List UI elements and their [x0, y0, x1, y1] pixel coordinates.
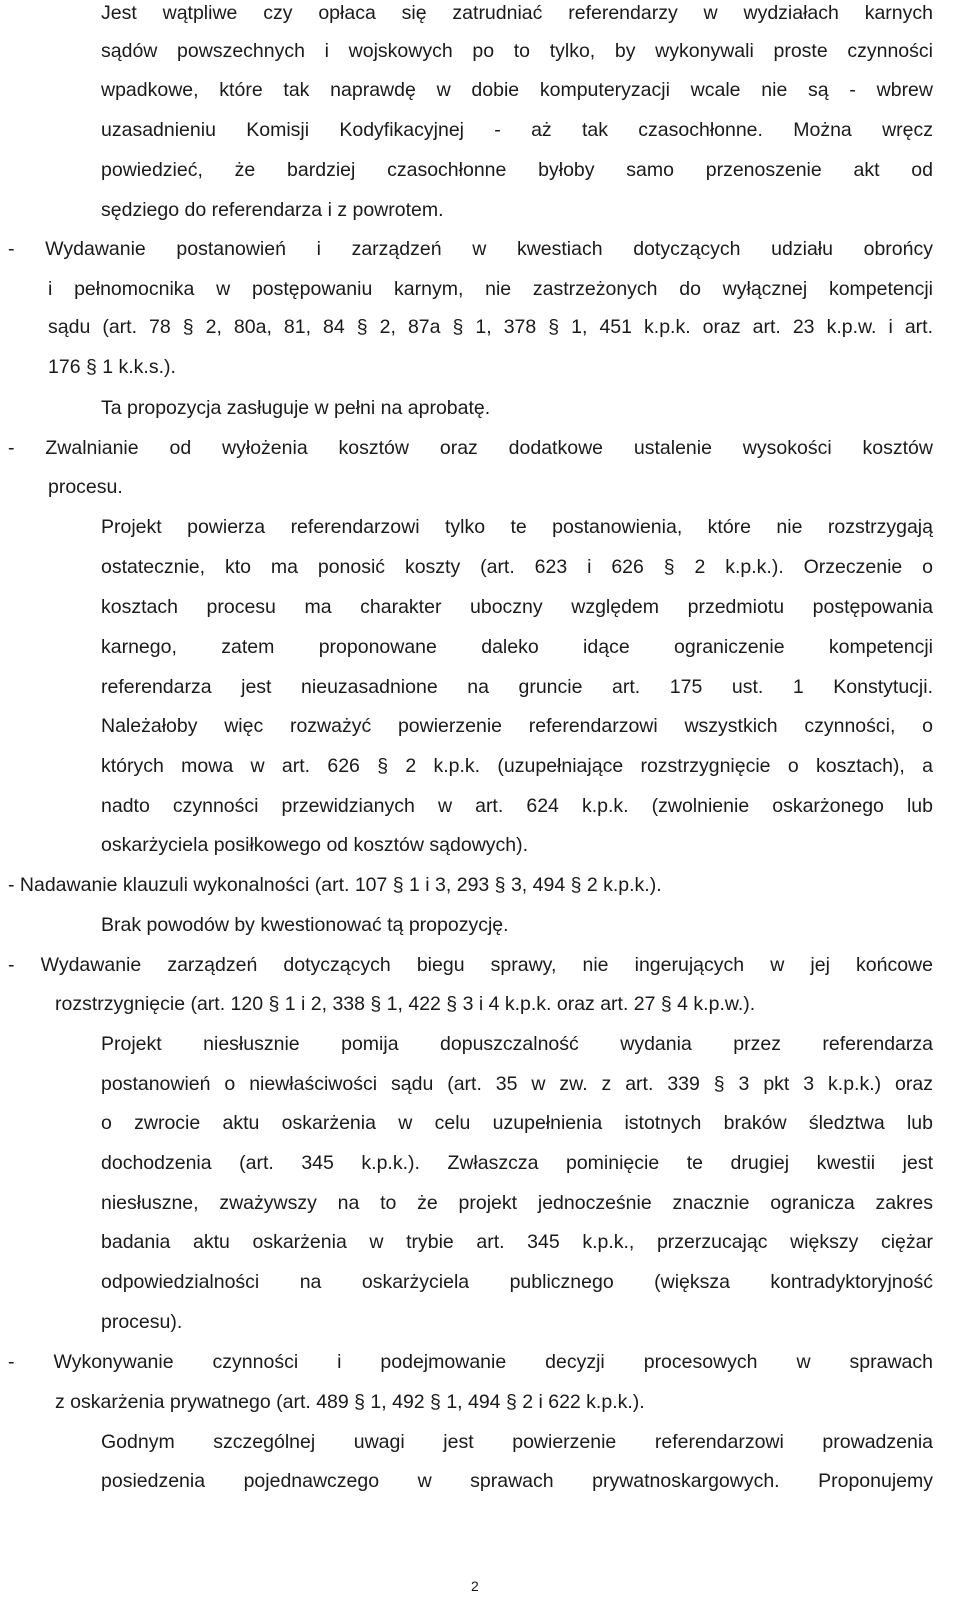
text-line: o zwrocie aktu oskarżenia w celu uzupełnienia istotnych braków śledztwa lub [101, 1112, 933, 1134]
text-line: badania aktu oskarżenia w trybie art. 345 k.p.k., przerzucając większy ciężar [101, 1231, 933, 1253]
text-line: Brak powodów by kwestionować tą propozycję. [101, 914, 509, 936]
list-item-line: - Nadawanie klauzuli wykonalności (art. 107 § 1 i 3, 293 § 3, 494 § 2 k.p.k.). [8, 874, 662, 896]
text-line: sądów powszechnych i wojskowych po to tylko, by wykonywali proste czynności [101, 40, 933, 62]
text-line: referendarza jest nieuzasadnione na gruncie art. 175 ust. 1 Konstytucji. [101, 676, 933, 698]
list-item-line: - Wydawanie postanowień i zarządzeń w kwestiach dotyczących udziału obrońcy [8, 238, 933, 260]
text-line: Należałoby więc rozważyć powierzenie referendarzowi wszystkich czynności, o [101, 715, 933, 737]
text-line: postanowień o niewłaściwości sądu (art. 35 w zw. z art. 339 § 3 pkt 3 k.p.k.) oraz [101, 1073, 933, 1095]
text-line: uzasadnieniu Komisji Kodyfikacyjnej - aż tak czasochłonne. Można wręcz [101, 119, 933, 141]
text-line: powiedzieć, że bardziej czasochłonne byłoby samo przenoszenie akt od [101, 159, 933, 181]
text-line: kosztach procesu ma charakter uboczny względem przedmiotu postępowania [101, 596, 933, 618]
text-line: których mowa w art. 626 § 2 k.p.k. (uzupełniające rozstrzygnięcie o kosztach), a [101, 755, 933, 777]
text-line: Jest wątpliwe czy opłaca się zatrudniać referendarzy w wydziałach karnych [101, 2, 933, 24]
text-line: dochodzenia (art. 345 k.p.k.). Zwłaszcza pominięcie te drugiej kwestii jest [101, 1152, 933, 1174]
text-line: Ta propozycja zasługuje w pełni na aprobatę. [101, 397, 491, 419]
text-line: Projekt niesłusznie pomija dopuszczalność wydania przez referendarza [101, 1033, 933, 1055]
text-line: sądu (art. 78 § 2, 80a, 81, 84 § 2, 87a § 1, 378 § 1, 451 k.p.k. oraz art. 23 k.p.w. i art. [48, 316, 933, 338]
text-line: odpowiedzialności na oskarżyciela publicznego (większa kontradyktoryjność [101, 1271, 933, 1293]
text-line: procesu). [101, 1311, 183, 1333]
text-line: rozstrzygnięcie (art. 120 § 1 i 2, 338 § 1, 422 § 3 i 4 k.p.k. oraz art. 27 § 4 k.p.w.). [55, 993, 756, 1015]
text-line: sędziego do referendarza i z powrotem. [101, 199, 444, 221]
text-line: karnego, zatem proponowane daleko idące ograniczenie kompetencji [101, 636, 933, 658]
text-line: posiedzenia pojednawczego w sprawach prywatnoskargowych. Proponujemy [101, 1470, 933, 1492]
text-line: procesu. [48, 476, 123, 498]
text-line: ostatecznie, kto ma ponosić koszty (art. 623 i 626 § 2 k.p.k.). Orzeczenie o [101, 556, 933, 578]
list-item-line: - Zwalnianie od wyłożenia kosztów oraz dodatkowe ustalenie wysokości kosztów [8, 437, 933, 459]
text-line: wpadkowe, które tak naprawdę w dobie komputeryzacji wcale nie są - wbrew [101, 79, 933, 101]
text-line: i pełnomocnika w postępowaniu karnym, nie zastrzeżonych do wyłącznej kompetencji [48, 278, 933, 300]
text-line: z oskarżenia prywatnego (art. 489 § 1, 492 § 1, 494 § 2 i 622 k.p.k.). [55, 1391, 645, 1413]
text-line: oskarżyciela posiłkowego od kosztów sądowych). [101, 834, 529, 856]
text-line: Projekt powierza referendarzowi tylko te postanowienia, które nie rozstrzygają [101, 516, 933, 538]
text-line: 176 § 1 k.k.s.). [48, 356, 176, 378]
list-item-line: - Wykonywanie czynności i podejmowanie decyzji procesowych w sprawach [8, 1351, 933, 1373]
text-line: niesłuszne, zważywszy na to że projekt jednocześnie znacznie ogranicza zakres [101, 1192, 933, 1214]
list-item-line: - Wydawanie zarządzeń dotyczących biegu sprawy, nie ingerujących w jej końcowe [8, 954, 933, 976]
text-line: nadto czynności przewidzianych w art. 624 k.p.k. (zwolnienie oskarżonego lub [101, 795, 933, 817]
text-line: Godnym szczególnej uwagi jest powierzenie referendarzowi prowadzenia [101, 1431, 933, 1453]
page-number: 2 [471, 1578, 479, 1594]
